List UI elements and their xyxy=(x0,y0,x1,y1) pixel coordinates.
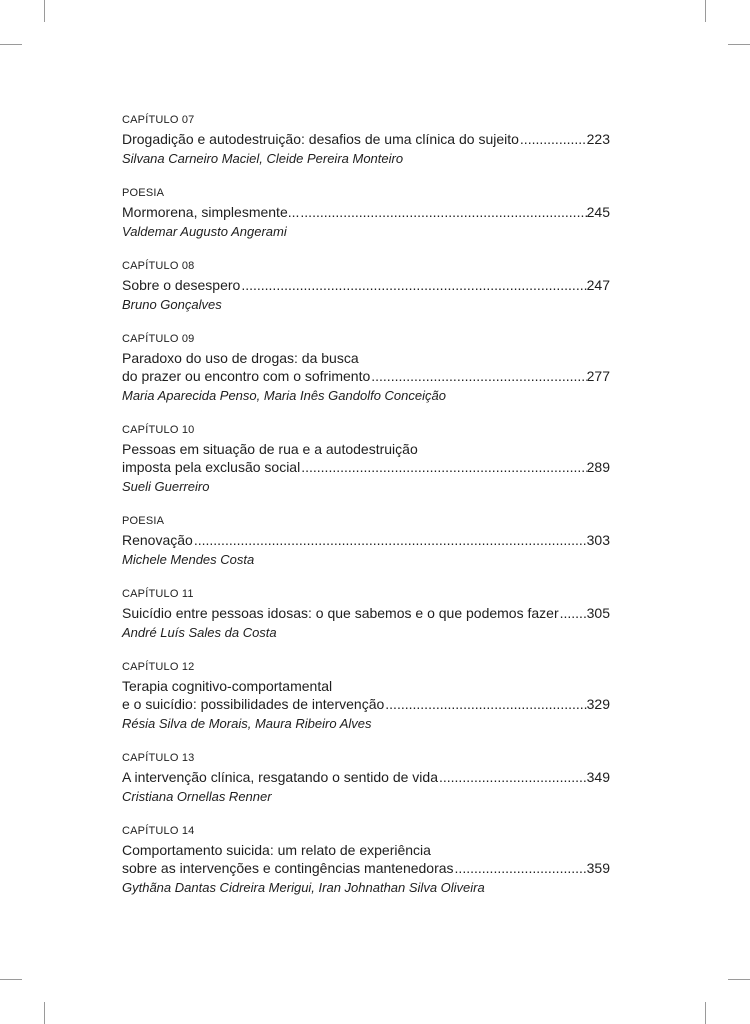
section-label: POESIA xyxy=(122,515,165,527)
crop-mark xyxy=(705,0,706,22)
page-number: 247 xyxy=(586,277,610,293)
entry-authors: Cristiana Ornellas Renner xyxy=(122,789,272,804)
toc-entry xyxy=(122,423,610,496)
entry-title-line: Comportamento suicida: um relato de experiência xyxy=(122,842,431,858)
section-label: POESIA xyxy=(122,187,165,199)
toc-entry xyxy=(122,186,610,241)
entry-title: do prazer ou encontro com o sofrimento xyxy=(122,368,371,384)
entry-title-line: Terapia cognitivo-comportamental xyxy=(122,678,333,694)
dot-leader xyxy=(455,859,587,877)
page-number: 359 xyxy=(586,860,610,876)
crop-mark xyxy=(728,979,750,980)
section-label: CAPÍTULO 14 xyxy=(122,825,195,837)
dot-leader xyxy=(241,276,586,294)
page-number: 223 xyxy=(586,131,610,147)
dot-leader xyxy=(385,695,586,713)
entry-title-with-page xyxy=(122,859,610,877)
toc-entry xyxy=(122,514,610,569)
entry-title: imposta pela exclusão social xyxy=(122,459,301,475)
dot-leader xyxy=(194,531,587,549)
entry-title: Sobre o desespero xyxy=(122,277,241,293)
entry-title-line: Paradoxo do uso de drogas: da busca xyxy=(122,350,359,366)
entry-title-with-page xyxy=(122,604,610,622)
toc-entry xyxy=(122,587,610,642)
section-label: CAPÍTULO 12 xyxy=(122,661,195,673)
dot-leader xyxy=(300,203,586,221)
entry-title: Renovação xyxy=(122,532,193,548)
page-number: 277 xyxy=(586,368,610,384)
entry-authors: André Luís Sales da Costa xyxy=(122,625,277,640)
section-label: CAPÍTULO 08 xyxy=(122,260,195,272)
crop-mark xyxy=(0,979,22,980)
crop-mark xyxy=(44,0,45,22)
section-label: CAPÍTULO 07 xyxy=(122,114,195,126)
section-label: CAPÍTULO 09 xyxy=(122,333,195,345)
entry-title: e o suicídio: possibilidades de intervenção xyxy=(122,696,385,712)
entry-title-with-page xyxy=(122,531,610,549)
toc-entry xyxy=(122,332,610,405)
entry-title-with-page xyxy=(122,276,610,294)
dot-leader xyxy=(371,367,586,385)
crop-mark xyxy=(728,44,750,45)
table-of-contents xyxy=(122,113,610,915)
page-number: 245 xyxy=(586,204,610,220)
toc-entry xyxy=(122,113,610,168)
page-number: 349 xyxy=(586,769,610,785)
entry-title: Suicídio entre pessoas idosas: o que sabemos e o que podemos fazer xyxy=(122,605,559,621)
toc-entry xyxy=(122,660,610,733)
entry-title-with-page xyxy=(122,768,610,786)
entry-title: Drogadição e autodestruição: desafios de uma clínica do sujeito xyxy=(122,131,519,147)
entry-title-line: Pessoas em situação de rua e a autodestruição xyxy=(122,441,418,457)
section-label: CAPÍTULO 10 xyxy=(122,424,195,436)
dot-leader xyxy=(560,604,587,622)
toc-entry xyxy=(122,751,610,806)
entry-title-with-page xyxy=(122,367,610,385)
crop-mark xyxy=(0,44,22,45)
dot-leader xyxy=(439,768,587,786)
entry-authors: Michele Mendes Costa xyxy=(122,552,255,567)
section-label: CAPÍTULO 11 xyxy=(122,588,194,600)
crop-mark xyxy=(705,1002,706,1024)
page-number: 329 xyxy=(586,696,610,712)
toc-entry xyxy=(122,824,610,897)
entry-title-with-page xyxy=(122,203,610,221)
entry-title: A intervenção clínica, resgatando o sentido de vida xyxy=(122,769,438,785)
entry-authors: Valdemar Augusto Angerami xyxy=(122,224,287,239)
page-number: 303 xyxy=(586,532,610,548)
entry-title-with-page xyxy=(122,458,610,476)
page-number: 305 xyxy=(586,605,610,621)
entry-title: sobre as intervenções e contingências mantenedoras xyxy=(122,860,454,876)
entry-authors: Sueli Guerreiro xyxy=(122,479,210,494)
entry-authors: Gythãna Dantas Cidreira Merigui, Iran Johnathan Silva Oliveira xyxy=(122,880,485,895)
entry-authors: Bruno Gonçalves xyxy=(122,297,222,312)
entry-title-with-page xyxy=(122,695,610,713)
entry-title-with-page xyxy=(122,130,610,148)
crop-mark xyxy=(44,1002,45,1024)
entry-authors: Maria Aparecida Penso, Maria Inês Gandolfo Conceição xyxy=(122,388,446,403)
dot-leader xyxy=(520,130,587,148)
page-number: 289 xyxy=(586,459,610,475)
toc-entry xyxy=(122,259,610,314)
section-label: CAPÍTULO 13 xyxy=(122,752,195,764)
entry-authors: Silvana Carneiro Maciel, Cleide Pereira Monteiro xyxy=(122,151,404,166)
entry-title: Mormorena, simplesmente... xyxy=(122,204,300,220)
entry-authors: Résia Silva de Morais, Maura Ribeiro Alves xyxy=(122,716,372,731)
dot-leader xyxy=(301,458,586,476)
